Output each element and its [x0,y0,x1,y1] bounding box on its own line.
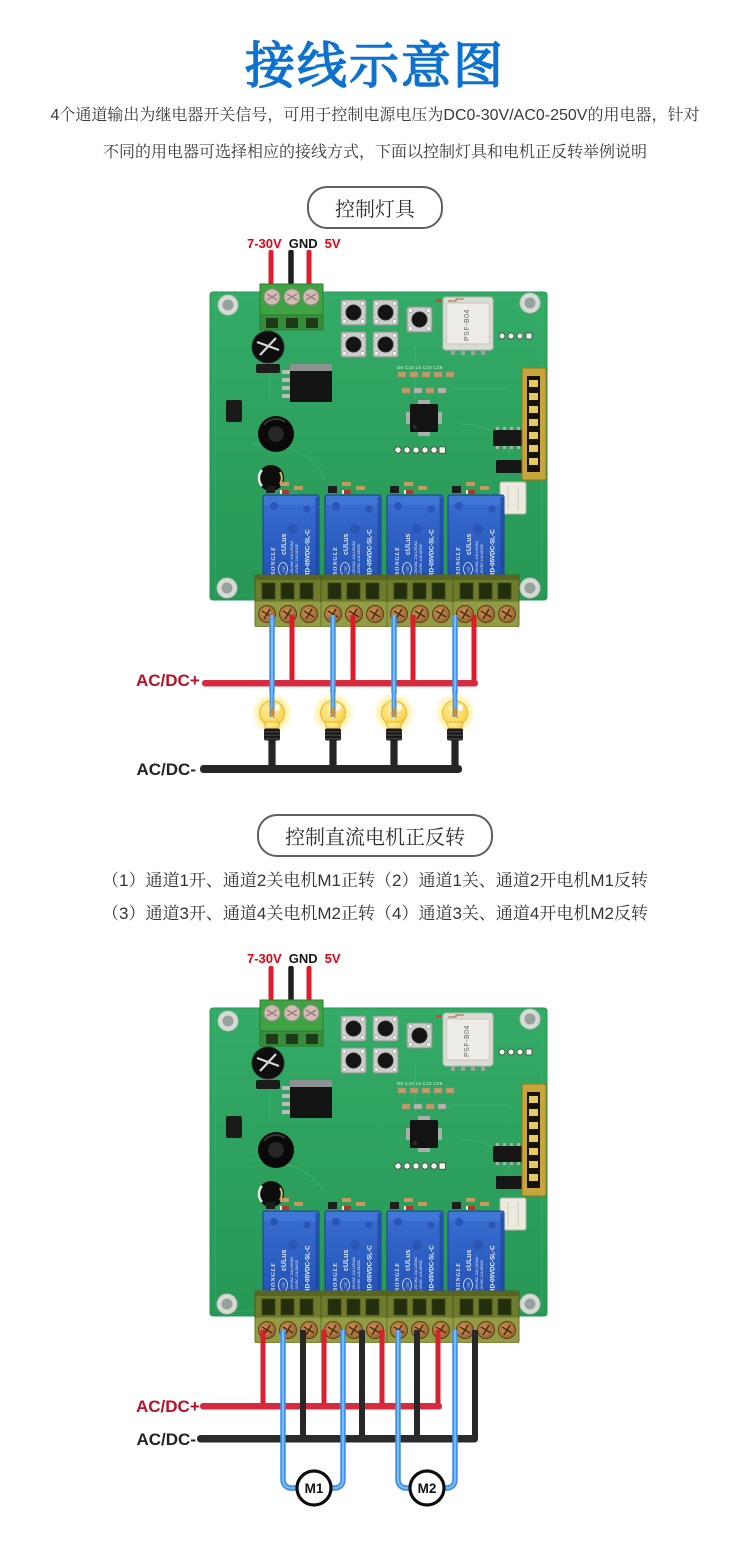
wiring-diagram-motors [130,1330,560,1525]
motor-note-line-2: （3）通道3开、通道4关电机M2正转（4）通道3关、通道4开电机M2反转 [102,904,648,923]
motor-notes [0,864,750,930]
black-wires [303,1330,475,1438]
label-7-30v: 7-30V [247,236,282,251]
label-gnd: GND [288,236,318,251]
bulb-3 [373,691,415,772]
power-labels-board1 [247,236,341,251]
negative-bus [197,1435,478,1443]
ac-dc-minus-label: AC/DC- [136,760,196,779]
ac-dc-plus-label: AC/DC+ [136,1397,200,1416]
power-labels-board2 [247,951,341,966]
label-gnd: GND [288,951,318,966]
negative-bus [200,765,462,773]
intro-text [0,97,750,171]
label-7-30v: 7-30V [247,951,282,966]
bulb-2 [312,691,354,772]
motor-m2-label: M2 [417,1481,437,1496]
ac-dc-minus-label: AC/DC- [136,1430,196,1449]
bulb-1 [251,691,293,772]
motor-m2 [410,1471,444,1505]
motor-m1-label: M1 [304,1481,324,1496]
page-title: 接线示意图 [245,38,505,94]
motor-note-line-1: （1）通道1开、通道2关电机M1正转（2）通道1关、通道2开电机M1反转 [102,871,648,890]
bulb-4 [434,691,476,772]
intro-line-2: 不同的用电器可选择相应的接线方式，下面以控制灯具和电机正反转举例说明 [102,144,647,161]
pcb-board-1 [130,250,560,627]
red-wires [263,1330,438,1406]
positive-bus [202,680,478,687]
label-5v: 5V [324,236,341,251]
section-pill-motor: 控制直流电机正反转 [257,814,493,857]
label-5v: 5V [324,951,341,966]
positive-bus [200,1403,442,1410]
pcb-board-2 [130,966,560,1343]
section-pill-lights: 控制灯具 [307,186,443,229]
intro-line-1: 4个通道输出为继电器开关信号，可用于控制电源电压为DC0-30V/AC0-250V的用电器，针对 [50,107,700,124]
ac-dc-plus-label: AC/DC+ [136,671,200,690]
red-wires [292,615,474,681]
motor-m1 [297,1471,331,1505]
